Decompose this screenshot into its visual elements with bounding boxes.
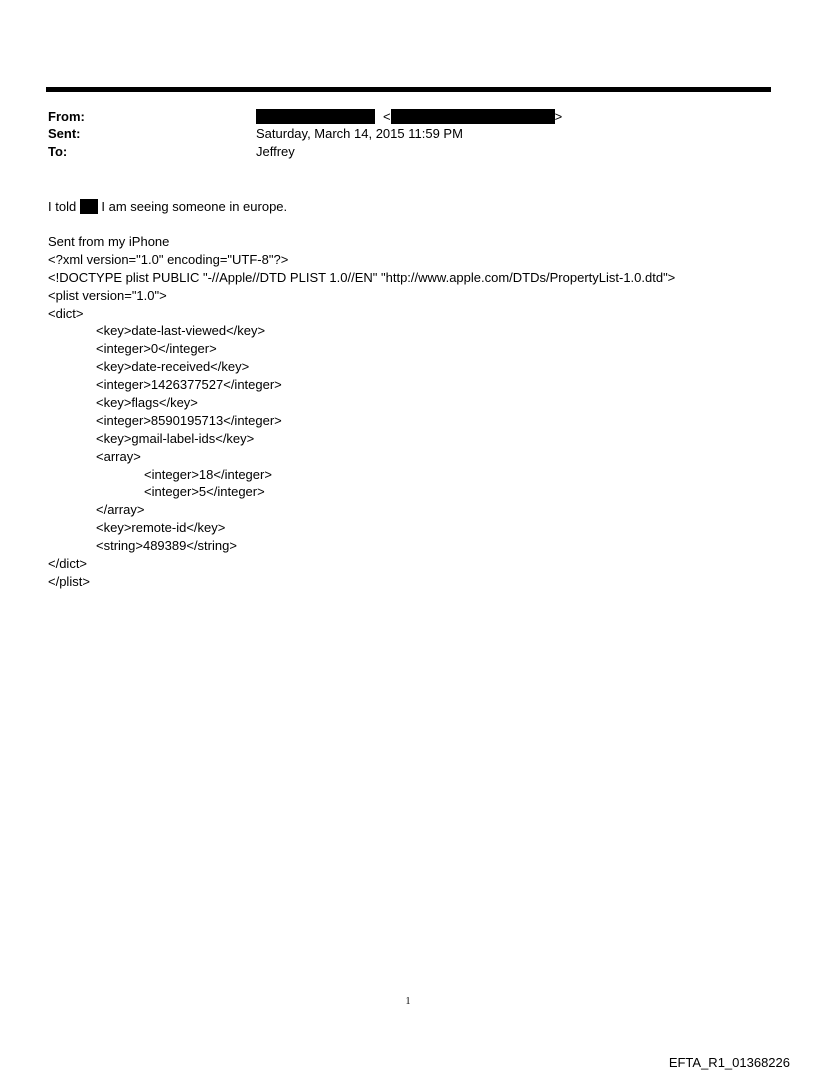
- body-line: <dict>: [48, 305, 84, 321]
- sent-value: Saturday, March 14, 2015 11:59 PM: [256, 126, 463, 141]
- body-line: <integer>1426377527</integer>: [96, 377, 282, 393]
- body-line: </plist>: [48, 573, 90, 589]
- message-line: [48, 198, 287, 216]
- body-line: <key>remote-id</key>: [96, 520, 226, 536]
- body-line: <key>date-received</key>: [96, 359, 250, 375]
- from-email-close-bracket: >: [554, 109, 563, 124]
- body-line: <key>date-last-viewed</key>: [96, 323, 266, 339]
- redaction-box: [80, 199, 98, 214]
- body-line: </array>: [96, 502, 145, 518]
- sent-label: Sent:: [48, 126, 81, 141]
- body-line: <array>: [96, 448, 141, 464]
- body-line: <key>flags</key>: [96, 395, 198, 411]
- to-label: To:: [48, 144, 68, 159]
- redaction-box: [256, 109, 375, 124]
- body-line: <integer>8590195713</integer>: [96, 412, 282, 428]
- body-line: <plist version="1.0">: [48, 287, 167, 303]
- body-line: <string>489389</string>: [96, 538, 237, 554]
- body-line: <integer>5</integer>: [144, 484, 265, 500]
- body-line: <integer>18</integer>: [144, 466, 272, 482]
- header-divider: [46, 87, 771, 92]
- body-line: </dict>: [48, 556, 88, 572]
- body-line: <integer>0</integer>: [96, 341, 217, 357]
- page-number: 1: [405, 996, 411, 1007]
- message-body: [48, 233, 675, 591]
- body-line: <?xml version="1.0" encoding="UTF-8"?>: [48, 251, 289, 267]
- bates-number: EFTA_R1_01368226: [668, 1055, 790, 1070]
- message-text-after: I am seeing someone in europe.: [97, 199, 288, 214]
- body-line: Sent from my iPhone: [48, 234, 170, 249]
- redaction-box: [391, 109, 555, 124]
- from-label: From:: [48, 109, 85, 124]
- body-line: <key>gmail-label-ids</key>: [96, 430, 255, 446]
- from-value: [256, 108, 562, 126]
- message-text-before: I told: [48, 199, 80, 214]
- body-line: <!DOCTYPE plist PUBLIC "-//Apple//DTD PLIST 1.0//EN" "http://www.apple.com/DTDs/PropertyList-1.0.dtd">: [48, 269, 676, 285]
- from-email-open-bracket: <: [383, 109, 391, 124]
- to-value: Jeffrey: [256, 144, 295, 159]
